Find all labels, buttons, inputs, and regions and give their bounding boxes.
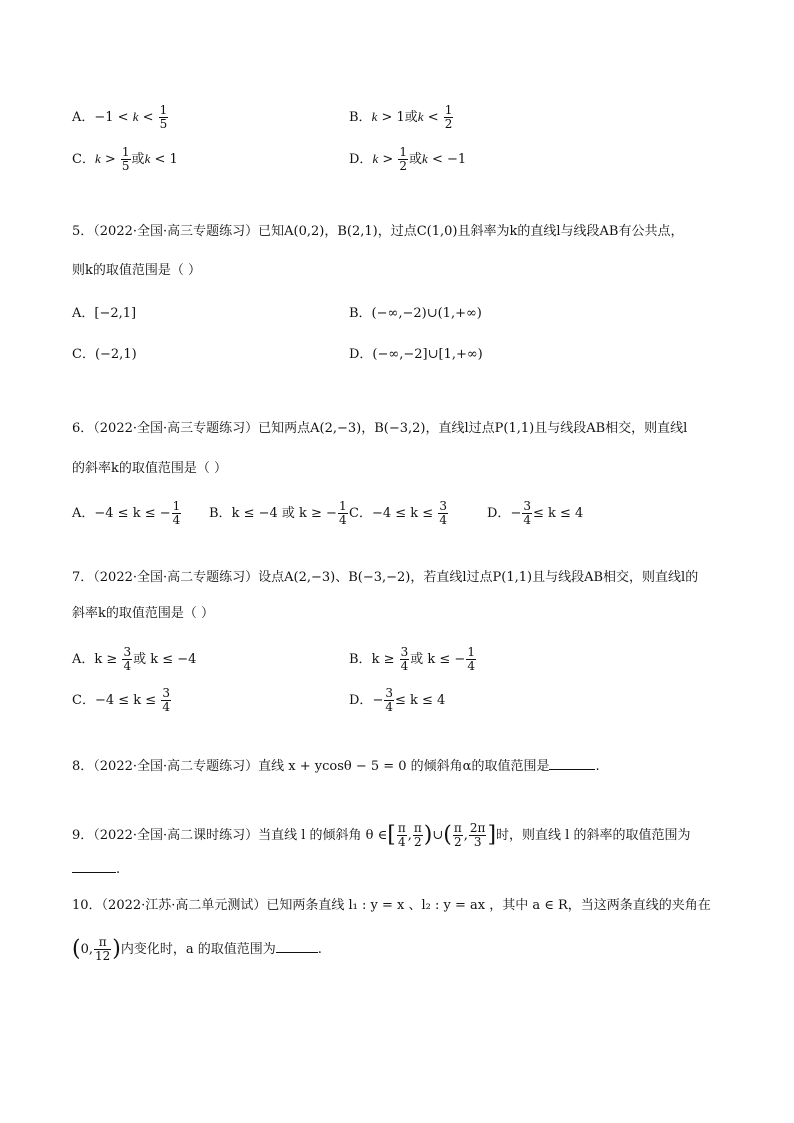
fraction: $\frac{1}{4}$	[172, 499, 181, 527]
fraction: $\frac{\pi}{12}$	[95, 935, 111, 963]
q6-stem-line2: 的斜率k的取值范围是（ ）	[72, 461, 228, 476]
fraction: $\frac{3}{4}$	[162, 686, 170, 714]
q5-stem-line1: 5．（2022·全国·高三专题练习）已知A(0,2)，B(2,1)，过点C(1,0)且斜率为k的直线l与线段AB有公共点，	[72, 224, 684, 239]
fraction: $\frac{3}{4}$	[523, 499, 531, 527]
q5-stem-line2: 则k的取值范围是（ ）	[72, 263, 202, 278]
q9-stem-line1: 9．（2022·全国·高二课时练习）当直线 l 的倾斜角 θ ∈[ $\frac{\pi}{4}$ , $\frac{\pi}{2}$ )∪( $\frac{\pi}{2}$ , $\frac{2\pi}{3}$ ]时，则直线 l 的斜率的取值范围为	[72, 821, 691, 849]
q8-stem: 8．（2022·全国·高二专题练习）直线 x + ycosθ − 5 = 0 的倾斜角α的取值范围是 .	[72, 759, 600, 774]
fraction: $\frac{1}{5}$	[121, 145, 130, 173]
q6-option-b: B．k ≤ −4 或 k ≥ − $\frac{1}{4}$	[209, 499, 347, 527]
fraction: $\frac{1}{4}$	[467, 645, 475, 673]
fraction: $\frac{\pi}{4}$	[397, 821, 406, 849]
answer-blank[interactable]	[276, 940, 318, 953]
fraction: $\frac{1}{2}$	[444, 103, 453, 131]
fraction: $\frac{1}{2}$	[399, 145, 408, 173]
q10-stem-line2: (0, $\frac{\pi}{12}$ )内变化时，a 的取值范围为 .	[72, 935, 322, 963]
q6-option-d: D．− $\frac{3}{4}$ ≤ k ≤ 4	[487, 499, 584, 527]
fraction: $\frac{3}{4}$	[385, 686, 393, 714]
fraction: $\frac{\pi}{2}$	[453, 821, 462, 849]
q7-option-a: A．k ≥ $\frac{3}{4}$ 或 k ≤ −4	[72, 645, 197, 673]
q6-stem-line1: 6．（2022·全国·高三专题练习）已知两点A(2,−3)，B(−3,2)，直线l过点P(1,1)且与线段AB相交，则直线l	[72, 421, 688, 436]
q10-stem-line1: 10．（2022·江苏·高二单元测试）已知两条直线 l₁ : y = x 、l₂ : y = ax ，其中 a ∈ R，当这两条直线的夹角在	[72, 898, 711, 913]
fraction: $\frac{3}{4}$	[439, 499, 447, 527]
q9-stem-line2: .	[72, 860, 120, 880]
answer-blank[interactable]	[549, 757, 595, 770]
q4-option-a: A．−1 < k < $\frac{1}{5}$	[72, 103, 168, 131]
q7-option-b: B．k ≥ $\frac{3}{4}$ 或 k ≤ − $\frac{1}{4}$	[349, 645, 475, 673]
answer-blank[interactable]	[72, 860, 116, 873]
q7-option-c: C．−4 ≤ k ≤ $\frac{3}{4}$	[72, 686, 170, 714]
fraction: $\frac{2\pi}{3}$	[469, 821, 486, 849]
fraction: $\frac{3}{4}$	[123, 645, 132, 673]
fraction: $\frac{\pi}{2}$	[413, 821, 422, 849]
q7-stem-line1: 7．（2022·全国·高二专题练习）设点A(2,−3)、B(−3,−2)，若直线l过点P(1,1)且与线段AB相交，则直线l的	[72, 570, 699, 585]
q4-option-b: B．k > 1或k < $\frac{1}{2}$	[349, 103, 453, 131]
q5-option-d: D．(−∞,−2]∪[1,+∞)	[349, 347, 483, 362]
q5-option-b: B．(−∞,−2)∪(1,+∞)	[349, 306, 482, 321]
q5-option-c: C．(−2,1)	[72, 347, 137, 362]
q4-option-d: D．k > $\frac{1}{2}$ 或k < −1	[349, 145, 467, 173]
q7-option-d: D．− $\frac{3}{4}$ ≤ k ≤ 4	[349, 686, 446, 714]
fraction: $\frac{1}{5}$	[159, 103, 168, 131]
q6-option-a: A．−4 ≤ k ≤ − $\frac{1}{4}$	[72, 499, 181, 527]
q5-option-a: A．[−2,1]	[72, 306, 137, 321]
fraction: $\frac{3}{4}$	[400, 645, 409, 673]
q4-option-c: C．k > $\frac{1}{5}$ 或k < 1	[72, 145, 178, 173]
q6-option-c: C．−4 ≤ k ≤ $\frac{3}{4}$	[349, 499, 447, 527]
q7-stem-line2: 斜率k的取值范围是（ ）	[72, 606, 215, 621]
fraction: $\frac{1}{4}$	[338, 499, 347, 527]
